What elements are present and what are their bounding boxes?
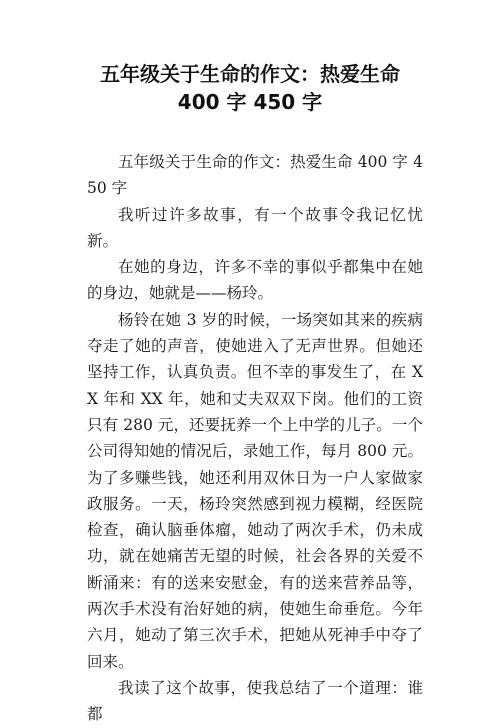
document-title: 五年级关于生命的作文：热爱生命 (100, 62, 400, 86)
paragraph: 杨铃在她 3 岁的时候，一场突如其来的疾病夺走了她的声音，使她进入了无声世界。但她还坚持工作，认真负责。但不幸的事发生了，在 XX 年和 XX 年，她和丈夫双双下岗。他们的工资只有 280 元，还要抚养一个上中学的儿子。一个公司得知她的情况后，录她工作，每月 800 元。为了多赚些钱，她还利用双休日为一户人家做家政服务。一天，杨玲突然感到视力模糊，经医院检查，确认脑垂体瘤，她动了两次手术，仍未成功，就在她痛苦无望的时候，社会各界的关爱不断涌来：有的送来安慰金，有的送来营养品等，两次手术没有治好她的病，使她生命垂危。今年六月，她动了第三次手术，把她从死神手中夺了回来。 (87, 310, 423, 671)
document-body (87, 149, 423, 728)
paragraph: 我读了这个故事，使我总结了一个道理：谁都 (87, 678, 423, 724)
paragraph: 在她的身边，许多不幸的事似乎都集中在她的身边，她就是——杨玲。 (87, 258, 423, 303)
paragraph: 我听过许多故事，有一个故事令我记忆忧新。 (87, 205, 423, 250)
document-title-subline: 400 字 450 字 (177, 90, 323, 114)
paragraph: 五年级关于生命的作文：热爱生命 400 字 450 字 (87, 153, 423, 198)
